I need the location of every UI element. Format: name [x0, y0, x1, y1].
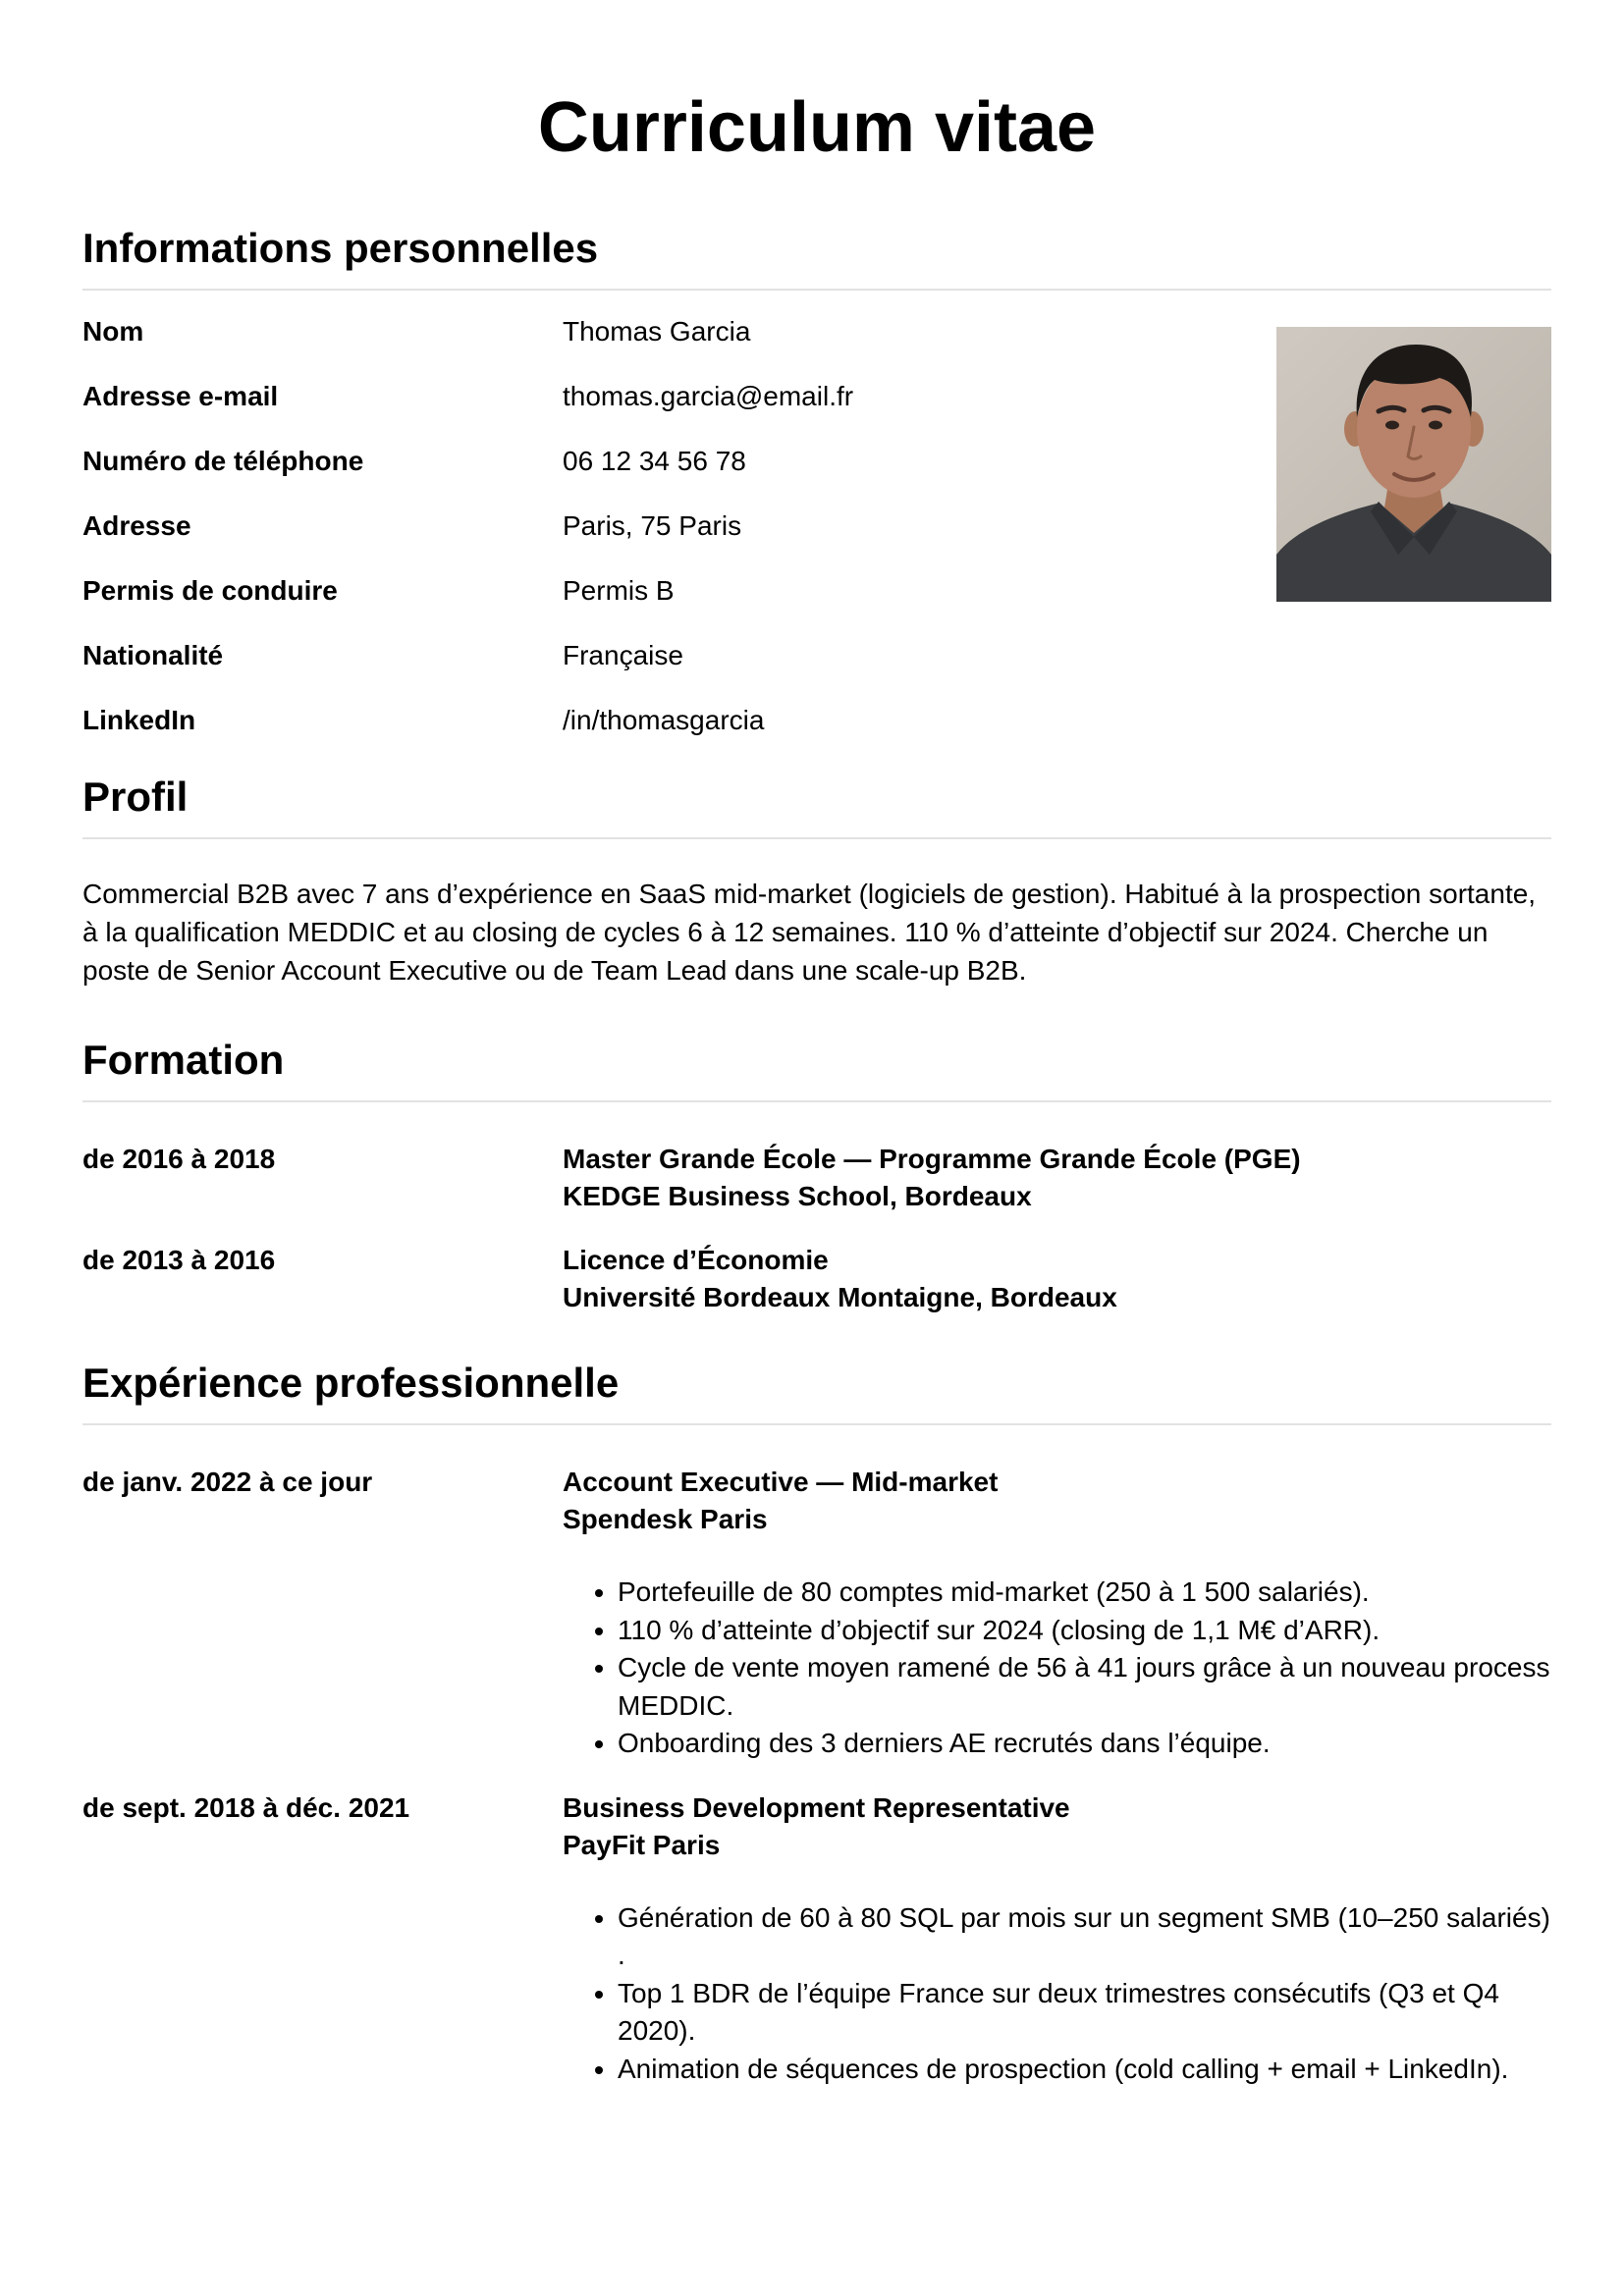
info-value: 06 12 34 56 78 — [563, 446, 746, 476]
experience-company: PayFit Paris — [563, 1829, 721, 1860]
experience-bullet-list — [563, 1574, 1551, 1763]
education-entry — [82, 1242, 1551, 1316]
experience-job-title: Business Development Representative — [563, 1791, 1070, 1823]
cv-page — [82, 0, 1551, 2114]
experience-heading: Expérience professionnelle — [82, 1357, 1551, 1425]
info-label: Nationalité — [82, 640, 224, 670]
info-value: thomas.garcia@email.fr — [563, 381, 854, 411]
education-list — [82, 1102, 1551, 1316]
profile-photo — [1276, 327, 1551, 602]
document-title: Curriculum vitae — [537, 88, 1097, 167]
education-entry — [82, 1141, 1551, 1215]
experience-job-title: Account Executive — Mid-market — [563, 1467, 999, 1497]
personal-info-section — [82, 222, 1551, 767]
education-institution: Université Bordeaux Montaigne, Bordeaux — [563, 1282, 1117, 1312]
experience-bullet-list — [563, 1899, 1551, 2089]
experience-entry — [82, 1464, 1551, 1763]
experience-list — [82, 1425, 1551, 2088]
info-row-nationality — [82, 637, 1551, 702]
info-label: LinkedIn — [82, 705, 196, 735]
education-heading: Formation — [82, 1034, 1551, 1102]
info-label: Numéro de téléphone — [82, 446, 364, 476]
info-label: Permis de conduire — [82, 575, 338, 606]
experience-details — [563, 1464, 1551, 1763]
education-period: de 2013 à 2016 — [82, 1245, 276, 1275]
experience-company: Spendesk Paris — [563, 1504, 768, 1534]
experience-bullet: • Portefeuille de 80 comptes mid-market (250 à 1 500 salariés). — [618, 1574, 1551, 1612]
experience-details — [563, 1789, 1551, 2089]
info-label: Adresse e-mail — [82, 381, 279, 411]
experience-entry — [82, 1789, 1551, 2089]
profile-heading: Profil — [82, 771, 1551, 839]
experience-period: de sept. 2018 à déc. 2021 — [82, 1791, 410, 1823]
education-degree: Master Grande École — Programme Grande École (PGE) — [563, 1144, 1301, 1174]
education-degree: Licence d’Économie — [563, 1245, 829, 1275]
profile-section — [82, 771, 1551, 989]
info-value: Thomas Garcia — [563, 316, 751, 347]
experience-bullet: • Génération de 60 à 80 SQL par mois sur un segment SMB (10–250 salariés) . — [618, 1899, 1551, 1975]
experience-bullet: • Onboarding des 3 derniers AE recrutés dans l’équipe. — [618, 1725, 1551, 1763]
profile-summary: Commercial B2B avec 7 ans d’expérience en SaaS mid-market (logiciels de gestion). Habitué à la prospection sortante, à la qualification MEDDIC et au closing de cycles 6 à 12 semaines. 110 % d’atteinte d’objectif sur 2024. Cherche un poste de Senior Account Executive ou de Team Lead dans une scale-up B2B. — [82, 879, 1537, 986]
education-details — [563, 1141, 1551, 1215]
info-label: Nom — [82, 316, 144, 347]
experience-bullet: • 110 % d’atteinte d’objectif sur 2024 (closing de 1,1 M€ d’ARR). — [618, 1612, 1551, 1650]
info-value: Paris, 75 Paris — [563, 510, 742, 541]
experience-section — [82, 1357, 1551, 2088]
experience-bullet: • Top 1 BDR de l’équipe France sur deux trimestres consécutifs (Q3 et Q4 2020). — [618, 1975, 1551, 2051]
info-row-linkedin — [82, 702, 1551, 767]
info-value: Permis B — [563, 575, 675, 606]
education-institution: KEDGE Business School, Bordeaux — [563, 1181, 1032, 1211]
experience-bullet: • Cycle de vente moyen ramené de 56 à 41 jours grâce à un nouveau process MEDDIC. — [618, 1649, 1551, 1725]
education-section — [82, 1034, 1551, 1316]
education-period: de 2016 à 2018 — [82, 1144, 276, 1174]
experience-bullet: • Animation de séquences de prospection (cold calling + email + LinkedIn). — [618, 2051, 1551, 2089]
education-details — [563, 1242, 1551, 1316]
info-value: /in/thomasgarcia — [563, 705, 765, 735]
info-value: Française — [563, 640, 683, 670]
info-label: Adresse — [82, 510, 191, 541]
personal-info-heading: Informations personnelles — [82, 222, 1551, 291]
experience-period: de janv. 2022 à ce jour — [82, 1467, 373, 1497]
